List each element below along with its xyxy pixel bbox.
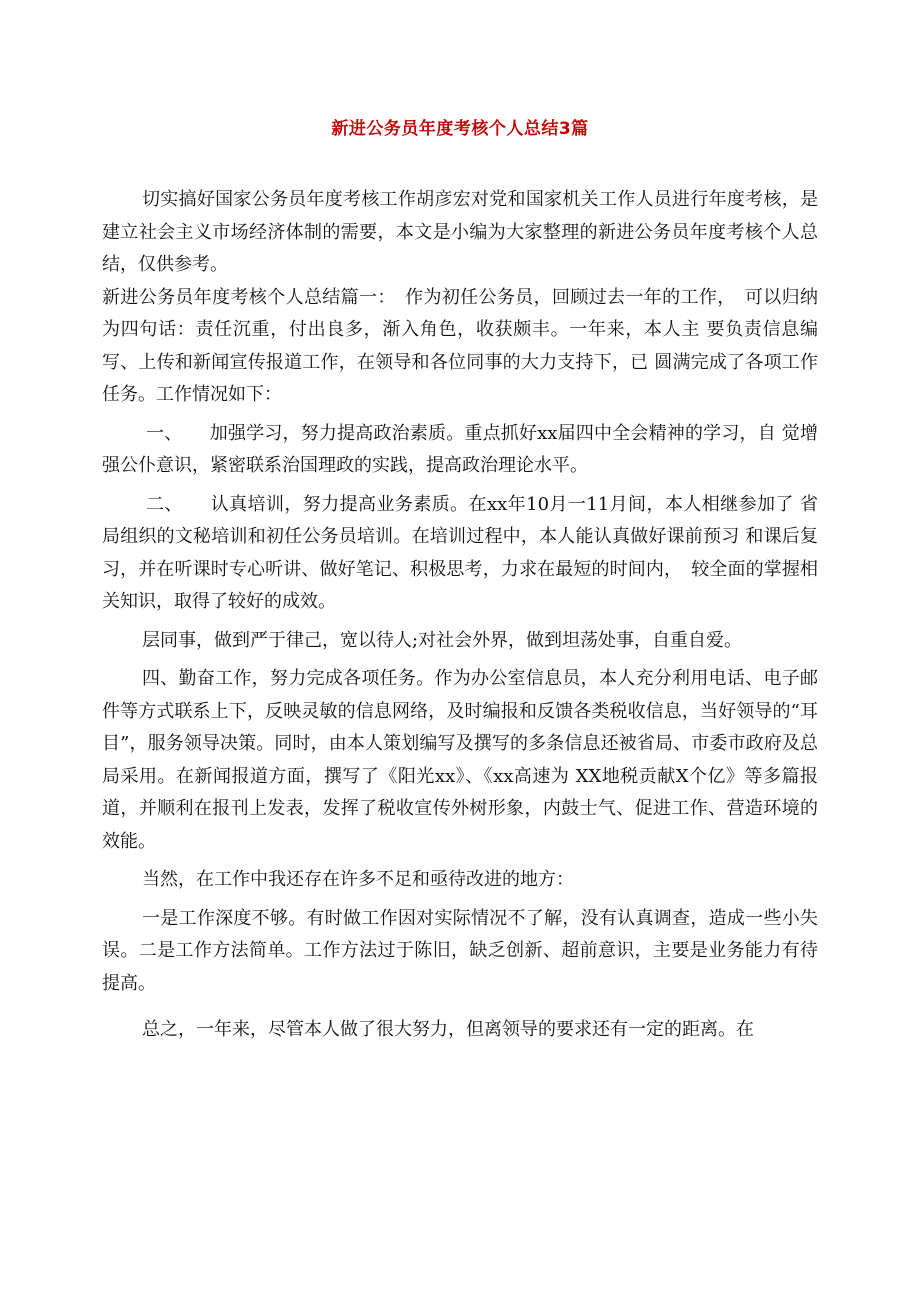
document-title: 新进公务员年度考核个人总结3篇 — [331, 119, 589, 139]
training-paragraph: 二、 认真培训，努力提高业务素质。在xx年10月一11月间，本人相继参加了 省局组织的文秘培训和初任公务员培训。在培训过程中，本人能认真做好课前预习 和课后复习，并在听课时专心听讲、做好笔记、积极思考，力求在最短的时间内， 较全面的掌握相关知识，取得了较好的成效。 — [102, 493, 818, 612]
section-one-paragraph: 新进公务员年度考核个人总结篇一： 作为初任公务员，回顾过去一年的工作， 可以归纳为四句话：责任沉重，付出良多，渐入角色，收获颇丰。一年来，本人主 要负责信息编写、上传和新闻宣传报道工作，在领导和各位同事的大力支持下，已 圆满完成了各项工作任务。工作情况如下： — [102, 286, 818, 405]
summary-paragraph: 总之，一年来，尽管本人做了很大努力，但离领导的要求还有一定的距离。在 — [142, 1019, 754, 1040]
study-paragraph: 一、 加强学习，努力提高政治素质。重点抓好xx届四中全会精神的学习，自 觉增强公仆意识，紧密联系治国理政的实践，提高政治理论水平。 — [102, 422, 818, 476]
shortcomings-intro-paragraph: 当然，在工作中我还存在许多不足和亟待改进的地方： — [142, 869, 574, 890]
work-paragraph: 四、勤奋工作，努力完成各项任务。作为办公室信息员，本人充分利用电话、电子邮件等方式联系上下，反映灵敏的信息网络，及时编报和反馈各类税收信息，当好领导的“耳目”，服务领导决策。同时，由本人策划编写及撰写的多条信息还被省局、市委市政府及总局采用。在新闻报道方面，撰写了《阳光xx》、《xx高速为 XX地税贡献X个亿》等多篇报道，并顺利在报刊上发表，发挥了税收宣传外树形象，内鼓士气、促进工作、营造环境的效能。 — [102, 668, 818, 852]
document-body — [102, 184, 818, 1047]
intro-paragraph: 切实搞好国家公务员年度考核工作胡彦宏对党和国家机关工作人员进行年度考核，是建立社会主义市场经济体制的需要，本文是小编为大家整理的新进公务员年度考核个人总结，仅供参考。 — [102, 189, 818, 275]
colleagues-paragraph: 层同事，做到严于律己，宽以待人;对社会外界，做到坦荡处事，自重自爱。 — [142, 629, 743, 651]
shortcomings-paragraph: 一是工作深度不够。有时做工作因对实际情况不了解，没有认真调查，造成一些小失误。二是工作方法简单。工作方法过于陈旧，缺乏创新、超前意识，主要是业务能力有待提高。 — [102, 907, 818, 994]
